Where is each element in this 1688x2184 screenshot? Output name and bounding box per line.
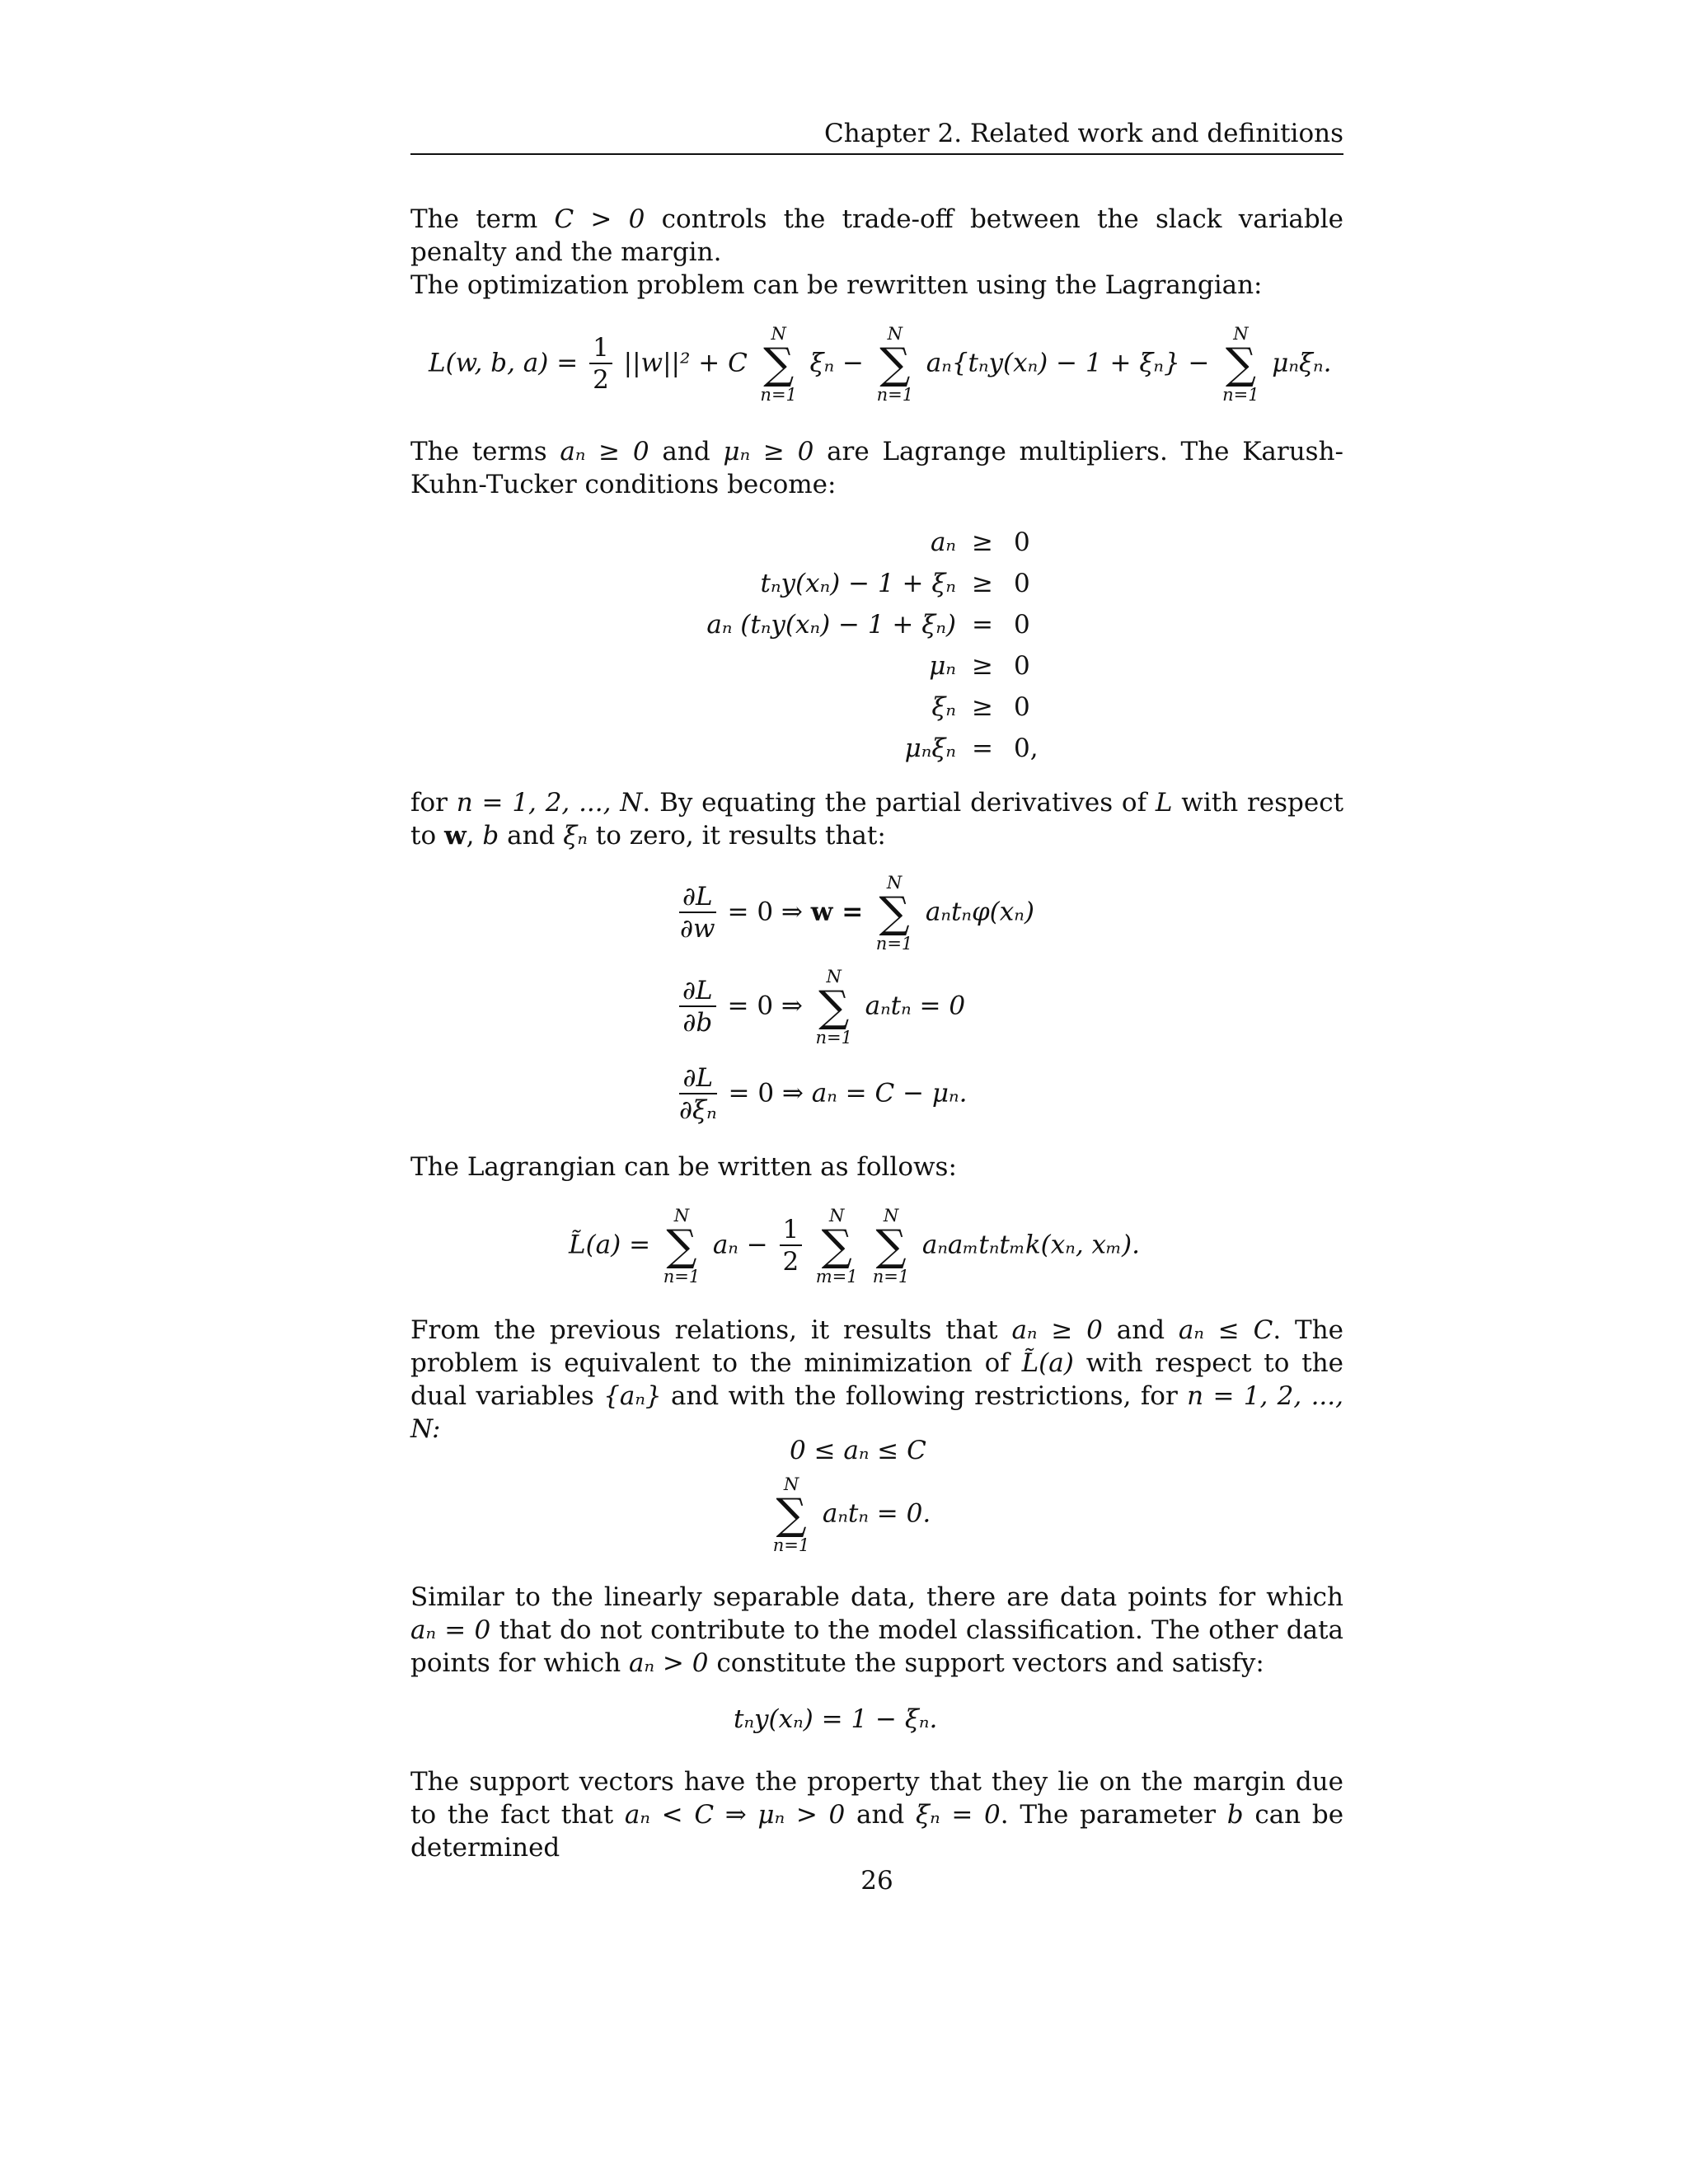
math-inline: aₙ = 0 (410, 1615, 491, 1645)
sum-operator: N ∑ n=1 (872, 325, 918, 404)
sum-bottom: n=1 (772, 1535, 810, 1555)
text: and (856, 1800, 905, 1830)
derivative-w (676, 874, 1034, 953)
math-inline: b (482, 821, 499, 851)
implies: = 0 ⇒ (728, 1078, 804, 1108)
kkt-rhs: 0 (1014, 651, 1030, 681)
sum-top: N (771, 324, 786, 344)
text: The Lagrangian can be written as follows: (410, 1152, 957, 1182)
math-inline: C > 0 (554, 204, 645, 234)
text: . By equating the partial derivatives of (642, 788, 1147, 818)
paragraph-margin (410, 1765, 1343, 1864)
text: and (662, 437, 710, 466)
numerator: ∂L (679, 976, 716, 1007)
kkt-lhs: aₙ (tₙy(xₙ) − 1 + ξₙ) (706, 610, 956, 640)
sum-bottom: n=1 (663, 1267, 701, 1286)
text: to zero, it results that: (595, 821, 886, 851)
text: From the previous relations, it results that (410, 1315, 998, 1345)
constraint-box (790, 1436, 926, 1465)
sum-bottom: n=1 (1222, 385, 1259, 405)
sum-operator: N ∑ n=1 (756, 325, 802, 404)
sum-operator: N ∑ n=1 (768, 1475, 814, 1554)
implies: = 0 ⇒ (727, 991, 803, 1021)
eq-term: aₙaₘtₙtₘk(xₙ, xₘ). (921, 1230, 1140, 1260)
sum-operator: N ∑ n=1 (1217, 325, 1264, 404)
denominator: 2 (782, 1247, 799, 1277)
denominator: 2 (593, 365, 609, 395)
page-number: 26 (860, 1866, 893, 1896)
eq-term: tₙy(xₙ) = 1 − ξₙ. (734, 1704, 938, 1734)
eq-term: aₙ = C − μₙ. (811, 1078, 968, 1108)
numerator: ∂L (679, 1063, 717, 1094)
text: are Lagrange multipliers. The Karush-Kuhn-Tucker conditions become: (410, 437, 1344, 499)
sum-operator: N ∑ n=1 (871, 874, 917, 953)
kkt-rhs: 0, (1014, 733, 1039, 763)
math-inline: ξₙ = 0 (916, 1800, 1001, 1830)
denominator: ∂w (680, 914, 715, 944)
sum-top: N (826, 967, 842, 987)
paragraph-tradeoff (410, 203, 1343, 302)
kkt-rhs: 0 (1014, 610, 1030, 640)
math-inline: L (1155, 788, 1173, 818)
kkt-relation: ≥ (972, 569, 993, 598)
denominator: ∂b (682, 1008, 713, 1038)
sum-operator: N ∑ n=1 (868, 1207, 914, 1286)
paragraph-restrictions (410, 1314, 1343, 1446)
math-inline: n = 1, 2, ..., N: (410, 1381, 1343, 1444)
eq-term: 0 ≤ aₙ ≤ C (790, 1436, 926, 1465)
text: Similar to the linearly separable data, there are data points for which (410, 1582, 1343, 1612)
kkt-lhs: ξₙ (931, 692, 956, 722)
sum-bottom: n=1 (760, 385, 797, 405)
math-inline: w (443, 821, 467, 851)
sum-top: N (887, 324, 903, 344)
kkt-relation: = (972, 610, 993, 640)
kkt-lhs: aₙ (930, 527, 956, 557)
math-inline: {aₙ} (603, 1381, 662, 1411)
sum-bottom: n=1 (815, 1028, 852, 1047)
numerator: ∂L (679, 882, 716, 913)
math-inline: μₙ ≥ 0 (723, 437, 814, 466)
sum-bottom: n=1 (872, 1267, 910, 1286)
fraction-half (780, 1215, 803, 1277)
text: The support vectors have the property that they lie on the margin due to the fact that (410, 1767, 1343, 1830)
constraint-sum (768, 1475, 931, 1554)
text: The optimization problem can be rewritten using the Lagrangian: (410, 270, 1263, 300)
eq-lhs: L(w, b, a) = (429, 348, 579, 378)
math-inline: L̃(a) (1021, 1348, 1074, 1378)
text: and with the following restrictions, for (670, 1381, 1178, 1411)
kkt-relation: ≥ (972, 527, 993, 557)
sum-operator: N ∑ n=1 (659, 1207, 705, 1286)
eq-term: ||w||² + C (623, 348, 748, 378)
eq-lhs: L̃(a) = (569, 1230, 651, 1260)
text: and (1116, 1315, 1165, 1345)
text: The terms (410, 437, 547, 466)
eq-term: ξₙ − (809, 348, 864, 378)
numerator: 1 (589, 333, 612, 364)
text: with respect to the dual variables (410, 1348, 1344, 1411)
eq-term: aₙ{tₙy(xₙ) − 1 + ξₙ} − (926, 348, 1210, 378)
sum-top: N (673, 1206, 690, 1226)
eq-term: aₙ − (712, 1230, 768, 1260)
math-inline: aₙ < C ⇒ μₙ > 0 (624, 1800, 846, 1830)
math-inline: aₙ > 0 (629, 1648, 709, 1678)
kkt-lhs: tₙy(xₙ) − 1 + ξₙ (760, 569, 956, 598)
text: with respect to (410, 788, 1344, 851)
derivative-b (676, 968, 965, 1047)
partial-fraction (679, 976, 716, 1038)
dual-lagrangian (569, 1207, 1140, 1286)
sum-bottom: n=1 (876, 385, 914, 405)
denominator: ∂ξₙ (679, 1095, 717, 1125)
math-inline: ξₙ (563, 821, 588, 851)
sum-top: N (783, 1474, 799, 1494)
math-inline: b (1226, 1800, 1244, 1830)
math-inline: aₙ ≥ 0 (1011, 1315, 1103, 1345)
eq-term: aₙtₙφ(xₙ) (925, 897, 1034, 927)
kkt-relation: ≥ (972, 651, 993, 681)
sum-bottom: m=1 (815, 1267, 858, 1286)
lagrangian-equation (429, 325, 1331, 404)
kkt-rhs: 0 (1014, 692, 1030, 722)
math-inline: aₙ ≤ C (1178, 1315, 1273, 1345)
sum-top: N (883, 1206, 899, 1226)
kkt-rhs: 0 (1014, 569, 1030, 598)
sum-operator: N ∑ n=1 (811, 968, 857, 1047)
kkt-rhs: 0 (1014, 527, 1030, 557)
paragraph-dual-intro (410, 1151, 1343, 1183)
text: The term (410, 204, 538, 234)
partial-fraction (679, 1063, 717, 1126)
running-title: Chapter 2. Related work and definitions (824, 119, 1343, 148)
kkt-lhs: μₙξₙ (904, 733, 956, 763)
eq-term: μₙξₙ. (1272, 348, 1332, 378)
support-vector-equation (734, 1704, 937, 1734)
derivative-xi (676, 1063, 967, 1126)
sum-top: N (886, 873, 903, 893)
text: . The problem is equivalent to the minimization of (410, 1315, 1344, 1378)
sum-top: N (1233, 324, 1249, 344)
text: and (507, 821, 556, 851)
math-inline: aₙ ≥ 0 (560, 437, 649, 466)
running-header (410, 120, 1343, 155)
implies: = 0 ⇒ (727, 897, 803, 927)
text: for (410, 788, 448, 818)
paragraph-support-vectors (410, 1581, 1343, 1680)
eq-term: aₙtₙ = 0 (865, 991, 966, 1021)
kkt-relation: = (972, 733, 993, 763)
fraction-half (589, 333, 612, 396)
math-inline: n = 1, 2, ..., N (456, 788, 643, 818)
text: can be determined (410, 1800, 1344, 1863)
text: constitute the support vectors and satisfy: (716, 1648, 1264, 1678)
text: . The parameter (1000, 1800, 1217, 1830)
sum-top: N (828, 1206, 845, 1226)
sum-bottom: n=1 (875, 934, 913, 954)
paragraph-derivatives-intro: for n = 1, 2, ..., N. By equating the partial derivatives of L with respect to w, b and ξₙ to zero, it results that: (410, 788, 1344, 851)
eq-term: w = (810, 897, 864, 927)
kkt-relation: ≥ (972, 692, 993, 722)
paragraph-kkt-intro (410, 435, 1343, 501)
text: that do not contribute to the model classification. The other data points for which (410, 1615, 1344, 1678)
sum-operator: N ∑ m=1 (814, 1207, 860, 1286)
numerator: 1 (780, 1215, 803, 1246)
text: controls the trade-off between the slack variable penalty and the margin. (410, 204, 1344, 267)
kkt-lhs: μₙ (929, 651, 956, 681)
partial-fraction (679, 882, 716, 944)
eq-term: aₙtₙ = 0. (822, 1498, 931, 1529)
